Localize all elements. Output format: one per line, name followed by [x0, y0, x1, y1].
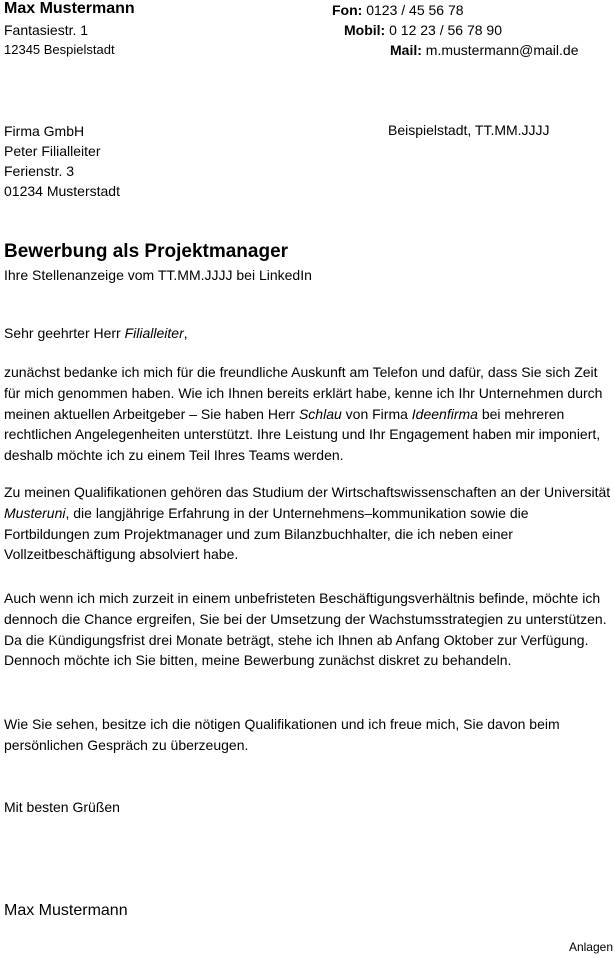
recipient-company: Firma GmbH: [4, 123, 85, 139]
salutation: [4, 325, 188, 341]
body-paragraph-2: [4, 482, 612, 565]
sender-name: Max Mustermann: [4, 0, 135, 17]
body-paragraph-4: [4, 714, 612, 756]
body-paragraph-3: [4, 588, 612, 671]
phone-label: Fon:: [332, 2, 363, 18]
salutation-suffix: ,: [183, 325, 188, 341]
contact-mail: [390, 42, 578, 58]
mobile-value: 0 12 23 / 56 78 90: [389, 22, 502, 38]
subject-line: Bewerbung als Projektmanager: [4, 241, 289, 262]
recipient-street: Ferienstr. 3: [4, 163, 75, 179]
contact-mobile: [344, 22, 502, 38]
mail-label: Mail:: [390, 42, 422, 58]
mail-value: m.mustermann@mail.de: [425, 42, 579, 58]
closing: Mit besten Grüßen: [4, 799, 120, 815]
sender-street: Fantasiestr. 1: [4, 22, 89, 38]
enclosures: Anlagen: [568, 940, 613, 954]
mobile-label: Mobil:: [344, 22, 386, 38]
phone-value: 0123 / 45 56 78: [366, 2, 464, 18]
salutation-name: Filialleiter: [124, 325, 184, 341]
sender-city: 12345 Bespielstadt: [4, 42, 115, 57]
paragraph-2-text: Zu meinen Qualifikationen gehören das Studium der Wirtschaftswissenschaften an der Universität: [4, 484, 611, 500]
paragraph-4-text: Wie Sie sehen, besitze ich die nötigen Qualifikationen und ich freue mich, Sie davon beim persönlichen Gespräch zu überzeugen.: [4, 716, 560, 753]
paragraph-3-text: Auch wenn ich mich zurzeit in einem unbefristeten Beschäftigungsverhältnis befinde, möchte ich dennoch die Chance ergreifen, Sie bei der Umsetzung der Wachstumsstrategien zu unterstützen. Da die Kündigungsfrist drei Monate beträgt, stehe ich Ihnen ab Anfang Oktober zur Verfügung. Dennoch möchte ich Sie bitten, meine Bewerbung zunächst diskret zu behandeln.: [4, 590, 607, 669]
paragraph-1-person: Schlau: [298, 405, 342, 422]
reference-line: Ihre Stellenanzeige vom TT.MM.JJJJ bei LinkedIn: [4, 267, 312, 283]
paragraph-2-university: Musteruni: [4, 504, 66, 521]
paragraph-2-text-2: , die langjährige Erfahrung in der Unternehmens–kommunikation sowie die Fortbildungen zum Projektmanager und zum Bilanzbuchhalter, die ich neben einer Vollzeitbeschäftigung absolviert habe.: [4, 504, 529, 563]
signature: Max Mustermann: [4, 902, 128, 919]
contact-phone: [332, 2, 464, 18]
paragraph-1-company: Ideenfirma: [411, 405, 478, 422]
recipient-city: 01234 Musterstadt: [4, 183, 120, 199]
paragraph-1-text: zunächst bedanke ich mich für die freundliche Auskunft am Telefon und dafür, dass Sie sich Zeit für mich genommen haben. Wie ich Ihnen bereits erklärt habe, kenne ich Ihr Unternehmen durch meinen aktuellen Arbeitgeber – Sie haben Herr: [4, 364, 603, 422]
body-paragraph-1: [4, 362, 612, 466]
salutation-prefix: Sehr geehrter Herr: [4, 325, 125, 341]
recipient-person: Peter Filialleiter: [4, 143, 101, 159]
paragraph-1-text-2: von Firma: [341, 405, 412, 422]
date-line: Beispielstadt, TT.MM.JJJJ: [388, 122, 550, 138]
paragraph-1-text-3: bei mehreren rechtlichen Angelegenheiten unterstützt. Ihre Leistung und Ihr Engagement haben mir imponiert, deshalb möchte ich zu einem Teil Ihres Teams werden.: [4, 405, 601, 464]
